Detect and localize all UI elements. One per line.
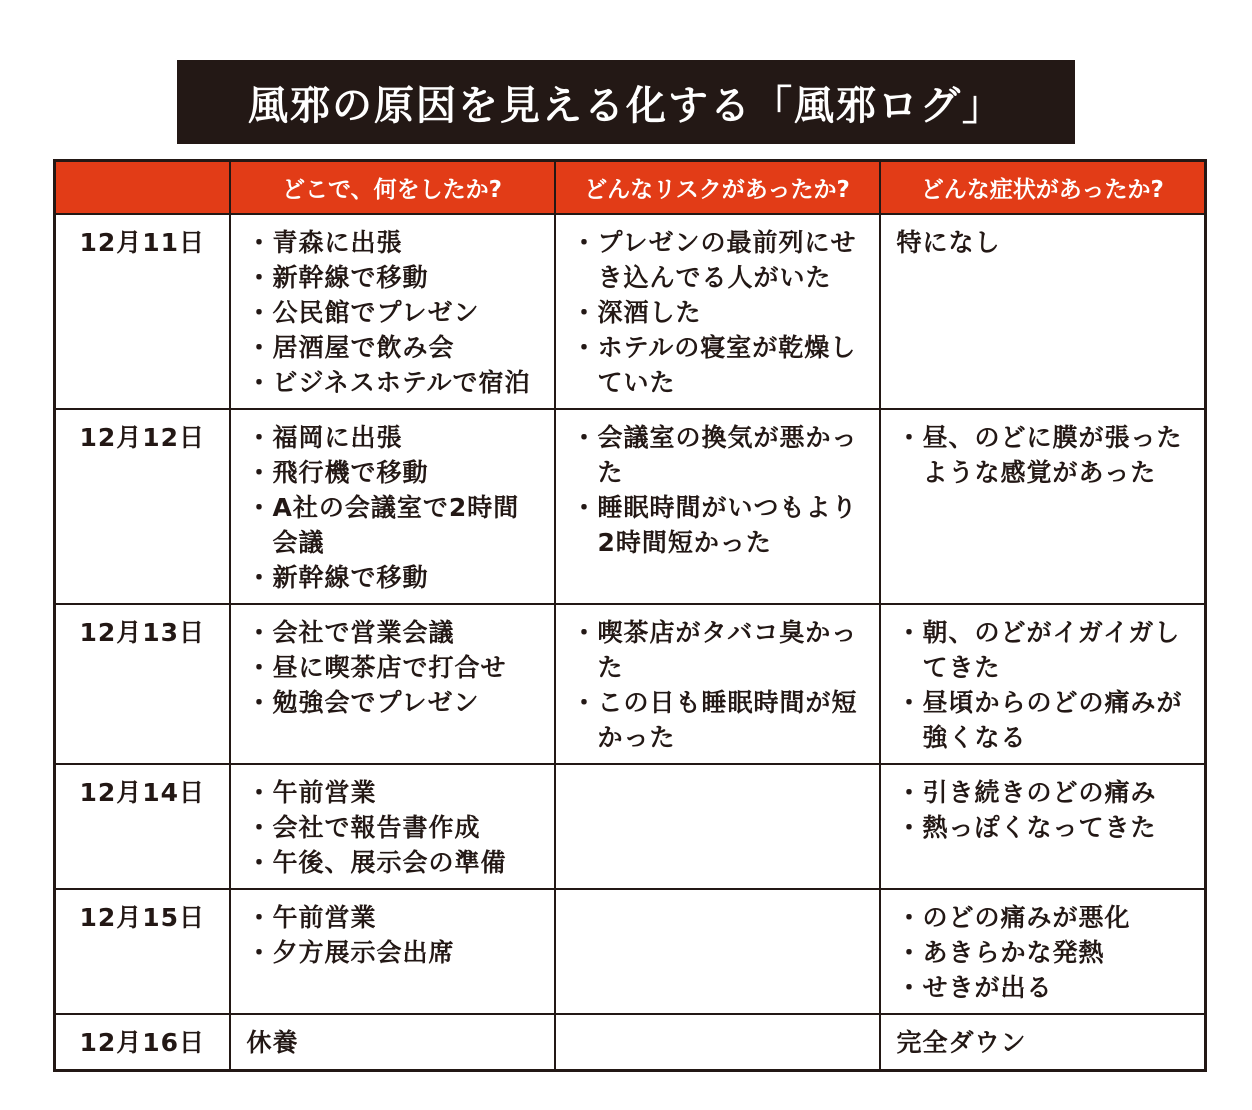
activity-cell-list [247, 615, 542, 720]
symptom-cell-list [897, 420, 1193, 490]
header-symptom: どんな症状があったか? [880, 161, 1206, 215]
list-item: ・ 朝、のどがイガイガしてきた [897, 615, 1193, 685]
symptom-cell [880, 889, 1206, 1014]
symptom-cell [880, 214, 1206, 409]
list-item: ・ 喫茶店がタバコ臭かった [572, 615, 867, 685]
risk-cell [555, 604, 880, 764]
list-item: ・ 昼に喫茶店で打合せ [247, 650, 542, 685]
list-item: ・ 会社で報告書作成 [247, 810, 542, 845]
date-cell: 12月14日 [55, 764, 230, 889]
date-cell: 12月16日 [55, 1014, 230, 1070]
list-item: ・ 深酒した [572, 295, 867, 330]
list-item: ・ 居酒屋で飲み会 [247, 330, 542, 365]
risk-cell-list [572, 420, 867, 560]
date-cell: 12月13日 [55, 604, 230, 764]
list-item: ・ 新幹線で移動 [247, 560, 542, 595]
log-body [55, 214, 1206, 1070]
page-title: 風邪の原因を見える化する「風邪ログ」 [177, 60, 1075, 144]
list-item: ・ 福岡に出張 [247, 420, 542, 455]
table-row [55, 764, 1206, 889]
table-row [55, 1014, 1206, 1070]
list-item: ・ A社の会議室で2時間会議 [247, 490, 542, 560]
activity-cell [230, 214, 555, 409]
list-item: ・ 公民館でプレゼン [247, 295, 542, 330]
activity-cell-list [247, 775, 542, 880]
activity-cell [230, 409, 555, 604]
symptom-cell-text: 完全ダウン [896, 1028, 1027, 1057]
date-cell: 12月15日 [55, 889, 230, 1014]
list-item: ・ 熱っぽくなってきた [897, 810, 1193, 845]
list-item: ・ ビジネスホテルで宿泊 [247, 365, 542, 400]
activity-cell-list [247, 900, 542, 970]
list-item: ・ 新幹線で移動 [247, 260, 542, 295]
symptom-cell-list [897, 775, 1193, 845]
table-row [55, 409, 1206, 604]
symptom-cell [880, 409, 1206, 604]
list-item: ・ この日も睡眠時間が短かった [572, 685, 867, 755]
activity-cell-text: 休養 [246, 1028, 299, 1057]
header-row [55, 161, 1206, 215]
list-item: ・ 夕方展示会出席 [247, 935, 542, 970]
list-item: ・ 午前営業 [247, 775, 542, 810]
activity-cell [230, 889, 555, 1014]
list-item: ・ 午前営業 [247, 900, 542, 935]
risk-cell [555, 764, 880, 889]
activity-cell [230, 604, 555, 764]
risk-cell [555, 889, 880, 1014]
symptom-cell [880, 1014, 1206, 1070]
list-item: ・ 引き続きのどの痛み [897, 775, 1193, 810]
list-item: ・ 睡眠時間がいつもより2時間短かった [572, 490, 867, 560]
date-cell: 12月11日 [55, 214, 230, 409]
list-item: ・ 飛行機で移動 [247, 455, 542, 490]
table-row [55, 604, 1206, 764]
activity-cell [230, 1014, 555, 1070]
list-item: ・ 勉強会でプレゼン [247, 685, 542, 720]
header-date [55, 161, 230, 215]
list-item: ・ 会社で営業会議 [247, 615, 542, 650]
list-item: ・ 青森に出張 [247, 225, 542, 260]
list-item: ・ プレゼンの最前列にせき込んでる人がいた [572, 225, 867, 295]
symptom-cell-list [897, 900, 1193, 1005]
activity-cell [230, 764, 555, 889]
cold-log-table [53, 159, 1207, 1072]
list-item: ・ せきが出る [897, 970, 1193, 1005]
symptom-cell-list [897, 615, 1193, 755]
symptom-cell [880, 764, 1206, 889]
list-item: ・ 昼、のどに膜が張ったような感覚があった [897, 420, 1193, 490]
table-row [55, 214, 1206, 409]
risk-cell [555, 409, 880, 604]
symptom-cell-text: 特になし [896, 228, 1001, 257]
risk-cell-list [572, 225, 867, 400]
risk-cell [555, 214, 880, 409]
list-item: ・ のどの痛みが悪化 [897, 900, 1193, 935]
header-activity: どこで、何をしたか? [230, 161, 555, 215]
header-risk: どんなリスクがあったか? [555, 161, 880, 215]
table-row [55, 889, 1206, 1014]
activity-cell-list [247, 225, 542, 400]
list-item: ・ 会議室の換気が悪かった [572, 420, 867, 490]
risk-cell [555, 1014, 880, 1070]
list-item: ・ あきらかな発熱 [897, 935, 1193, 970]
risk-cell-list [572, 615, 867, 755]
date-cell: 12月12日 [55, 409, 230, 604]
list-item: ・ 午後、展示会の準備 [247, 845, 542, 880]
list-item: ・ ホテルの寝室が乾燥していた [572, 330, 867, 400]
symptom-cell [880, 604, 1206, 764]
activity-cell-list [247, 420, 542, 595]
list-item: ・ 昼頃からのどの痛みが強くなる [897, 685, 1193, 755]
